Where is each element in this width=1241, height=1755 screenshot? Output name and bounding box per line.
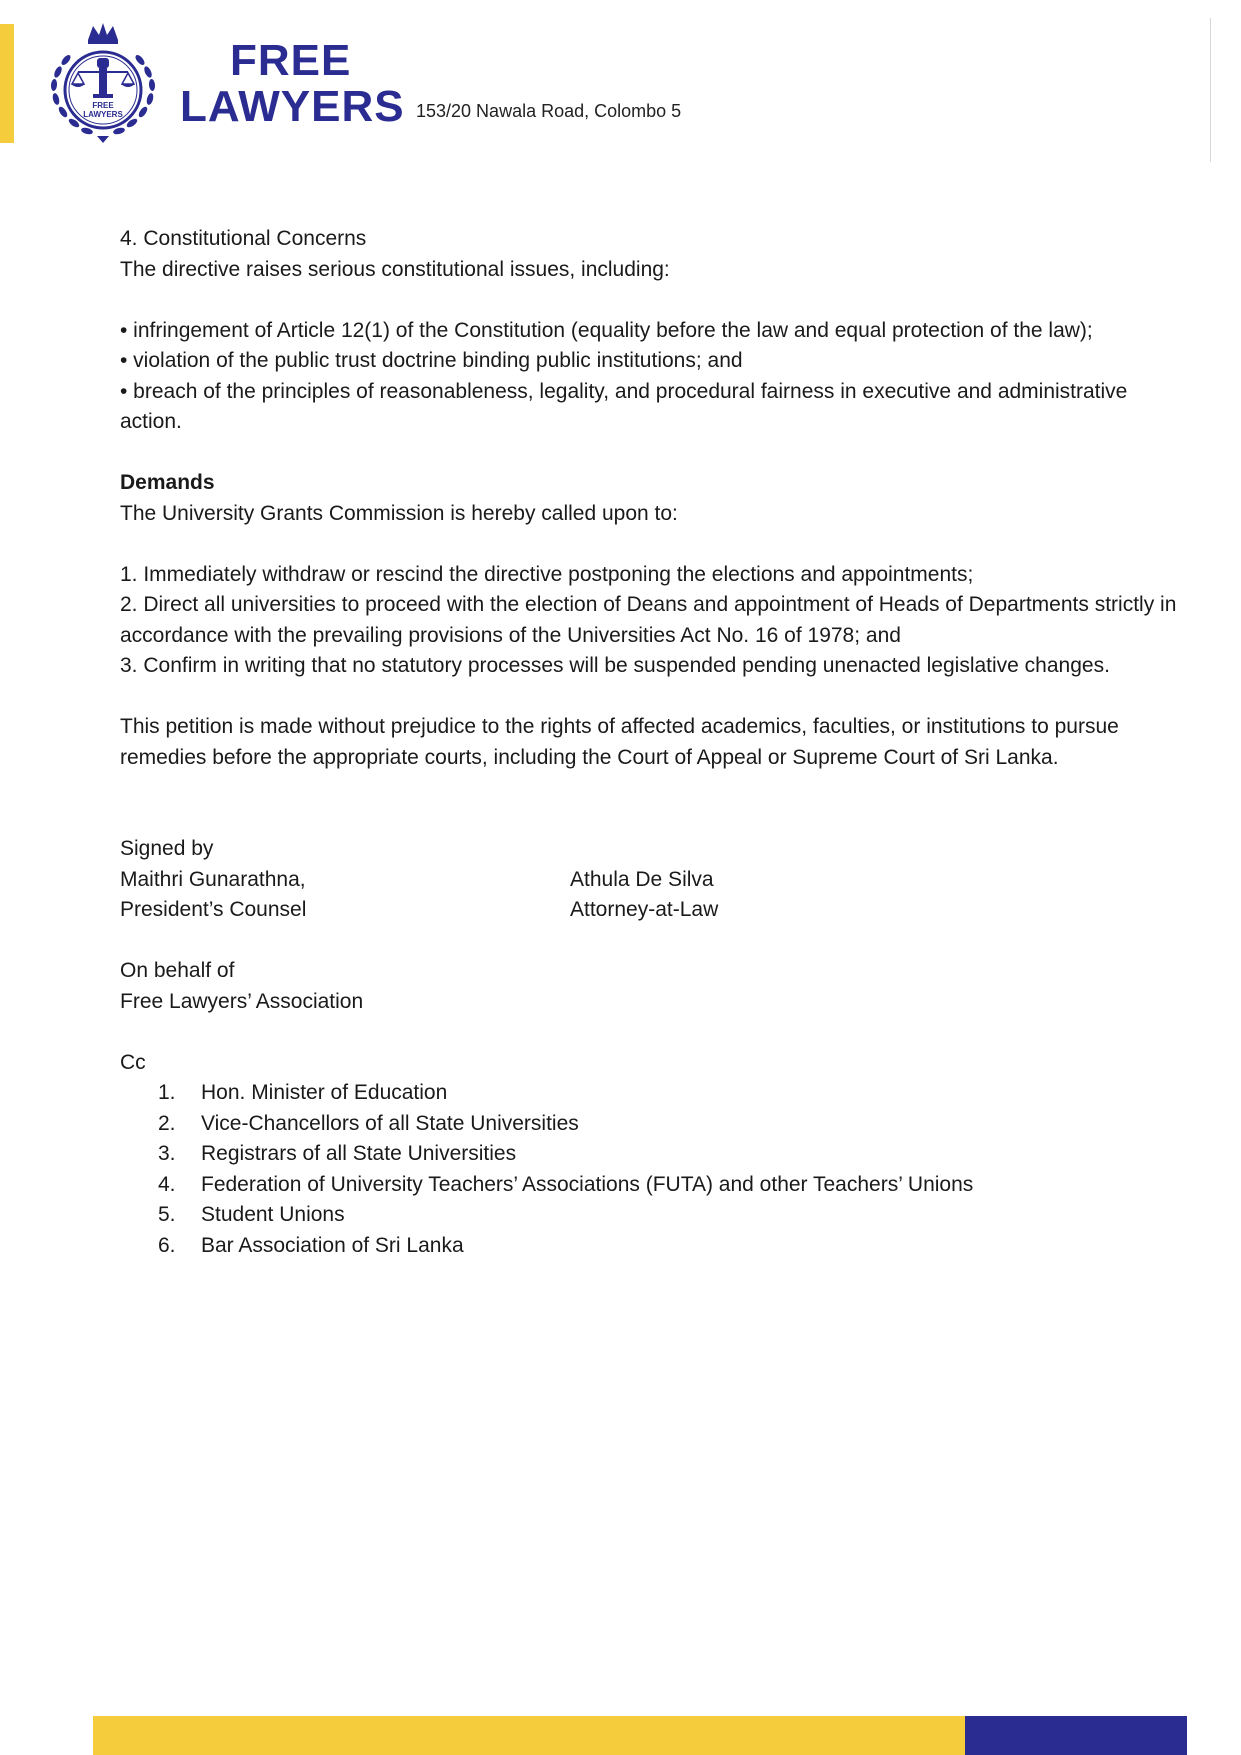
free-lawyers-logo xyxy=(44,22,162,144)
cc-item-number: 1. xyxy=(158,1081,176,1104)
cc-item-text: Vice-Chancellors of all State Universities xyxy=(201,1111,579,1135)
spacer xyxy=(120,804,1180,835)
document-body xyxy=(120,224,1180,1261)
footer-band-blue xyxy=(965,1716,1187,1755)
cc-item-number: 3. xyxy=(158,1142,176,1165)
section4-heading: 4. Constitutional Concerns xyxy=(120,227,367,250)
logo-text-line2: LAWYERS xyxy=(83,110,123,119)
signer1-title: President’s Counsel xyxy=(120,898,307,921)
petition-note: This petition is made without prejudice to the rights of affected academics, faculties, or institutions to pursue remedies before the appropriate courts, including the Court of Appeal or Supreme Court of Sri Lanka. xyxy=(120,715,1119,769)
cc-item-text: Federation of University Teachers’ Associations (FUTA) and other Teachers’ Unions xyxy=(201,1172,974,1196)
signer2-title: Attorney-at-Law xyxy=(570,898,719,921)
section4-intro: The directive raises serious constitutional issues, including: xyxy=(120,257,670,281)
cc-item xyxy=(120,1170,1180,1201)
signed-by-label: Signed by xyxy=(120,837,214,860)
cc-item-number: 2. xyxy=(158,1111,176,1135)
on-behalf-label: On behalf of xyxy=(120,959,235,982)
cc-item-number: 6. xyxy=(158,1233,176,1257)
cc-item-text: Registrars of all State Universities xyxy=(201,1142,517,1165)
demand-item: 2. Direct all universities to proceed with the election of Deans and appointment of Heads of Departments strictly in accordance with the prevailing provisions of the Universities Act No. 16 of 1978; and xyxy=(120,593,1177,647)
cc-label: Cc xyxy=(120,1050,146,1074)
cc-item xyxy=(120,1139,1180,1170)
spacer xyxy=(120,682,1180,713)
spacer xyxy=(120,773,1180,804)
spacer xyxy=(120,438,1180,469)
organization-name: Free Lawyers’ Association xyxy=(120,989,364,1013)
cc-item xyxy=(120,1231,1180,1262)
cc-list xyxy=(120,1078,1180,1261)
signer1-name: Maithri Gunarathna, xyxy=(120,867,306,891)
section4-bullet: • violation of the public trust doctrine binding public institutions; and xyxy=(120,349,743,372)
office-address: 153/20 Nawala Road, Colombo 5 xyxy=(416,101,682,121)
cc-item xyxy=(120,1200,1180,1231)
spacer xyxy=(120,1017,1180,1048)
left-accent-bar xyxy=(0,24,14,143)
demands-intro: The University Grants Commission is hereby called upon to: xyxy=(120,501,678,525)
spacer xyxy=(120,926,1180,957)
cc-item-number: 5. xyxy=(158,1203,176,1226)
signature-names-row xyxy=(120,865,1180,896)
demands-heading: Demands xyxy=(120,471,215,494)
cc-item-text: Student Unions xyxy=(201,1203,345,1226)
footer-band-yellow xyxy=(93,1716,965,1755)
cc-item xyxy=(120,1109,1180,1140)
cc-item-text: Bar Association of Sri Lanka xyxy=(201,1233,464,1257)
section4-bullet: • breach of the principles of reasonableness, legality, and procedural fairness in executive and administrative action. xyxy=(120,379,1128,433)
signer2-name: Athula De Silva xyxy=(570,867,714,891)
spacer xyxy=(120,285,1180,316)
brand-line2: LAWYERS xyxy=(180,82,405,131)
demand-item: 1. Immediately withdraw or rescind the directive postponing the elections and appointments; xyxy=(120,562,974,586)
brand-wordmark xyxy=(180,38,405,130)
cc-item-number: 4. xyxy=(158,1172,176,1196)
signature-titles-row xyxy=(120,895,1180,926)
brand-line1: FREE xyxy=(230,36,352,85)
logo-text-line1: FREE xyxy=(92,101,114,110)
spacer xyxy=(120,529,1180,560)
cc-item-text: Hon. Minister of Education xyxy=(201,1081,448,1104)
section4-bullet: • infringement of Article 12(1) of the Constitution (equality before the law and equal protection of the law); xyxy=(120,318,1093,342)
cc-item xyxy=(120,1078,1180,1109)
demand-item: 3. Confirm in writing that no statutory processes will be suspended pending unenacted legislative changes. xyxy=(120,654,1110,677)
right-margin-rule xyxy=(1210,18,1211,162)
